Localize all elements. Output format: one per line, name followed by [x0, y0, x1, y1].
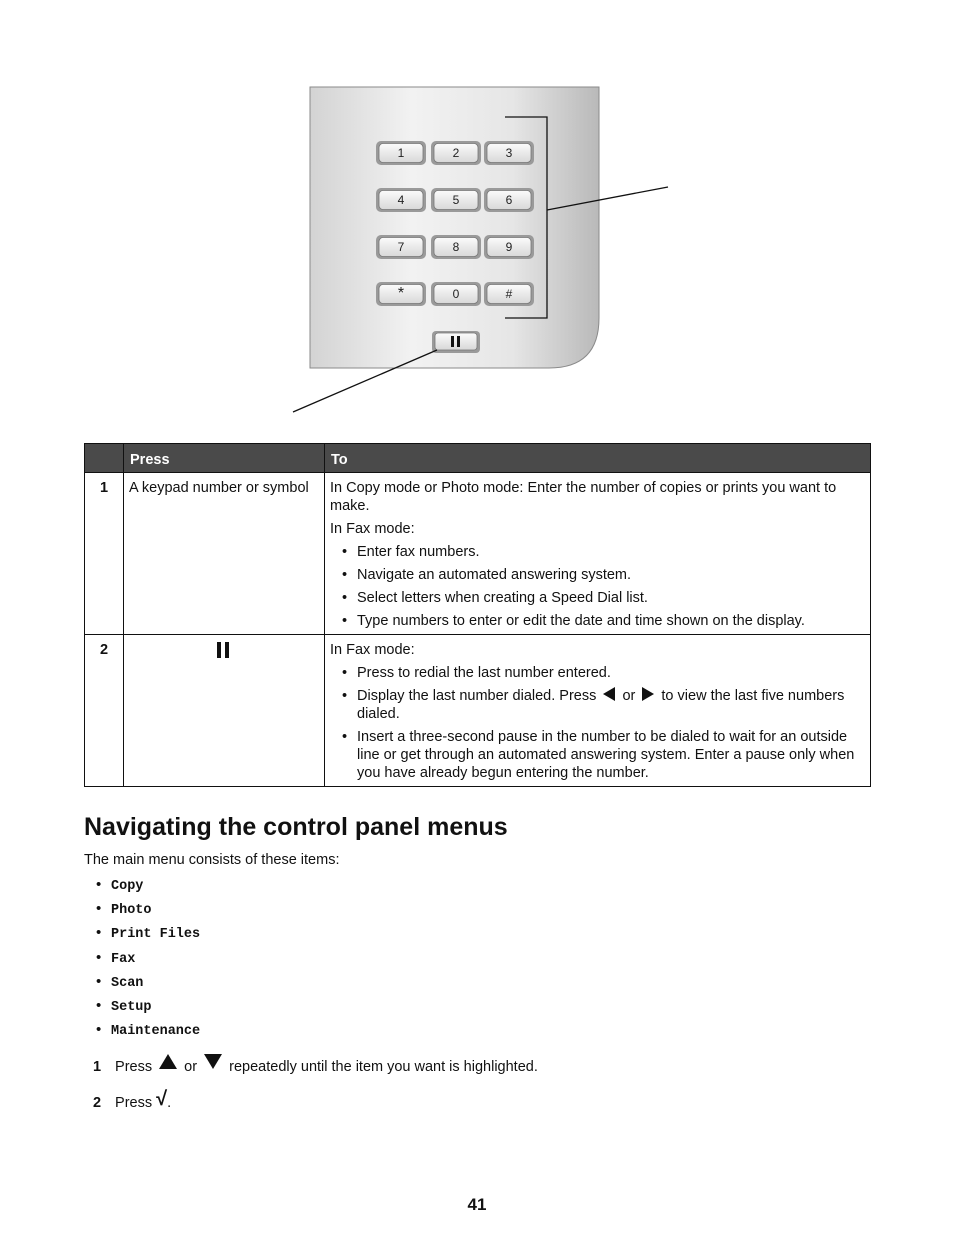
step-text: or	[184, 1059, 198, 1075]
list-item: • Press to redial the last number entered.	[330, 664, 865, 682]
keypad-key	[431, 235, 481, 259]
to-mode: In Fax mode:	[330, 521, 415, 537]
menu-item-photo: Photo	[111, 903, 152, 919]
list-item: • Enter fax numbers.	[330, 543, 865, 561]
list-item-text: Display the last number dialed. Press	[357, 688, 597, 704]
list-item	[96, 973, 200, 997]
keypad-key	[484, 188, 534, 212]
keypad-key	[431, 188, 481, 212]
to-cell	[325, 635, 871, 787]
section-intro: The main menu consists of these items:	[84, 852, 340, 868]
table-row	[85, 473, 871, 635]
header-press: Press	[124, 444, 325, 473]
down-arrow-icon	[204, 1054, 222, 1069]
bullet-list	[330, 543, 865, 630]
to-intro: In Copy mode or Photo mode: Enter the number of copies or prints you want to make.	[330, 480, 837, 514]
keypad-key-label: 5	[452, 193, 460, 207]
list-item	[96, 997, 200, 1021]
menu-item-fax: Fax	[111, 951, 136, 967]
row-number: 2	[85, 635, 124, 787]
keypad-key-label: *	[397, 285, 405, 302]
left-arrow-icon	[603, 687, 615, 701]
pause-key	[432, 331, 480, 353]
keypad-key-label: 4	[397, 193, 405, 207]
keypad-key-label: 1	[397, 146, 405, 160]
menu-item-setup: Setup	[111, 999, 152, 1015]
menu-item-scan: Scan	[111, 975, 144, 991]
menu-item-copy: Copy	[111, 879, 144, 894]
keypad-key-label: 2	[452, 146, 460, 160]
step-number: 1	[93, 1059, 102, 1075]
keypad-key-label: 3	[505, 146, 513, 160]
step-2	[93, 1088, 171, 1111]
menu-item-print-files: Print Files	[111, 927, 201, 943]
section-title: Navigating the control panel menus	[84, 813, 508, 841]
list-item: • Type numbers to enter or edit the date and time shown on the display.	[330, 612, 865, 630]
keypad-key	[484, 141, 534, 165]
checkmark-icon: √	[156, 1088, 168, 1110]
press-cell: A keypad number or symbol	[124, 473, 325, 635]
pause-icon	[216, 641, 232, 659]
keypad-key-label: 8	[452, 240, 460, 254]
list-item: • Select letters when creating a Speed Dial list.	[330, 589, 865, 607]
list-item	[96, 1021, 200, 1045]
to-cell	[325, 473, 871, 635]
step-text: .	[167, 1095, 172, 1111]
keypad-key	[431, 141, 481, 165]
list-item	[330, 687, 865, 723]
keypad-key-label: 0	[452, 287, 460, 301]
keypad-key	[376, 235, 426, 259]
row-number: 1	[85, 473, 124, 635]
press-cell	[124, 635, 325, 787]
list-item	[96, 876, 200, 900]
step-text: Press	[115, 1059, 153, 1075]
list-item	[96, 924, 200, 948]
step-text: Press	[115, 1095, 153, 1111]
to-mode: In Fax mode:	[330, 642, 415, 658]
menu-item-maintenance: Maintenance	[111, 1024, 201, 1040]
up-arrow-icon	[159, 1054, 177, 1069]
list-item-text: or	[622, 688, 636, 704]
keypad-reference-table	[84, 443, 871, 787]
bullet-list	[330, 664, 865, 782]
right-arrow-icon	[642, 687, 654, 701]
list-item: • Insert a three-second pause in the number to be dialed to wait for an outside line or get through an automated answering system. Enter a pause only when you have already begun entering the number.	[330, 728, 865, 782]
list-item	[96, 900, 200, 924]
keypad-key-label: 7	[397, 240, 405, 254]
keypad-key	[484, 282, 534, 306]
list-item	[96, 949, 200, 973]
header-to: To	[325, 444, 871, 473]
keypad-key	[376, 282, 426, 306]
keypad-key-label: #	[505, 287, 513, 301]
step-text: repeatedly until the item you want is highlighted.	[229, 1059, 538, 1075]
keypad-key	[484, 235, 534, 259]
table-header-row	[85, 444, 871, 473]
step-1	[93, 1054, 538, 1075]
page-number: 41	[467, 1195, 487, 1214]
menu-item-list	[96, 876, 200, 1045]
list-item-text: to view the last five numbers dialed.	[357, 688, 845, 722]
keypad-key	[376, 141, 426, 165]
control-panel	[310, 87, 599, 368]
table-row	[85, 635, 871, 787]
header-num	[85, 444, 124, 473]
keypad-illustration	[0, 0, 954, 430]
keypad-key	[431, 282, 481, 306]
step-number: 2	[93, 1095, 102, 1111]
keypad-key-label: 6	[505, 193, 513, 207]
keypad-key-label: 9	[505, 240, 513, 254]
list-item: • Navigate an automated answering system.	[330, 566, 865, 584]
keypad-key	[376, 188, 426, 212]
